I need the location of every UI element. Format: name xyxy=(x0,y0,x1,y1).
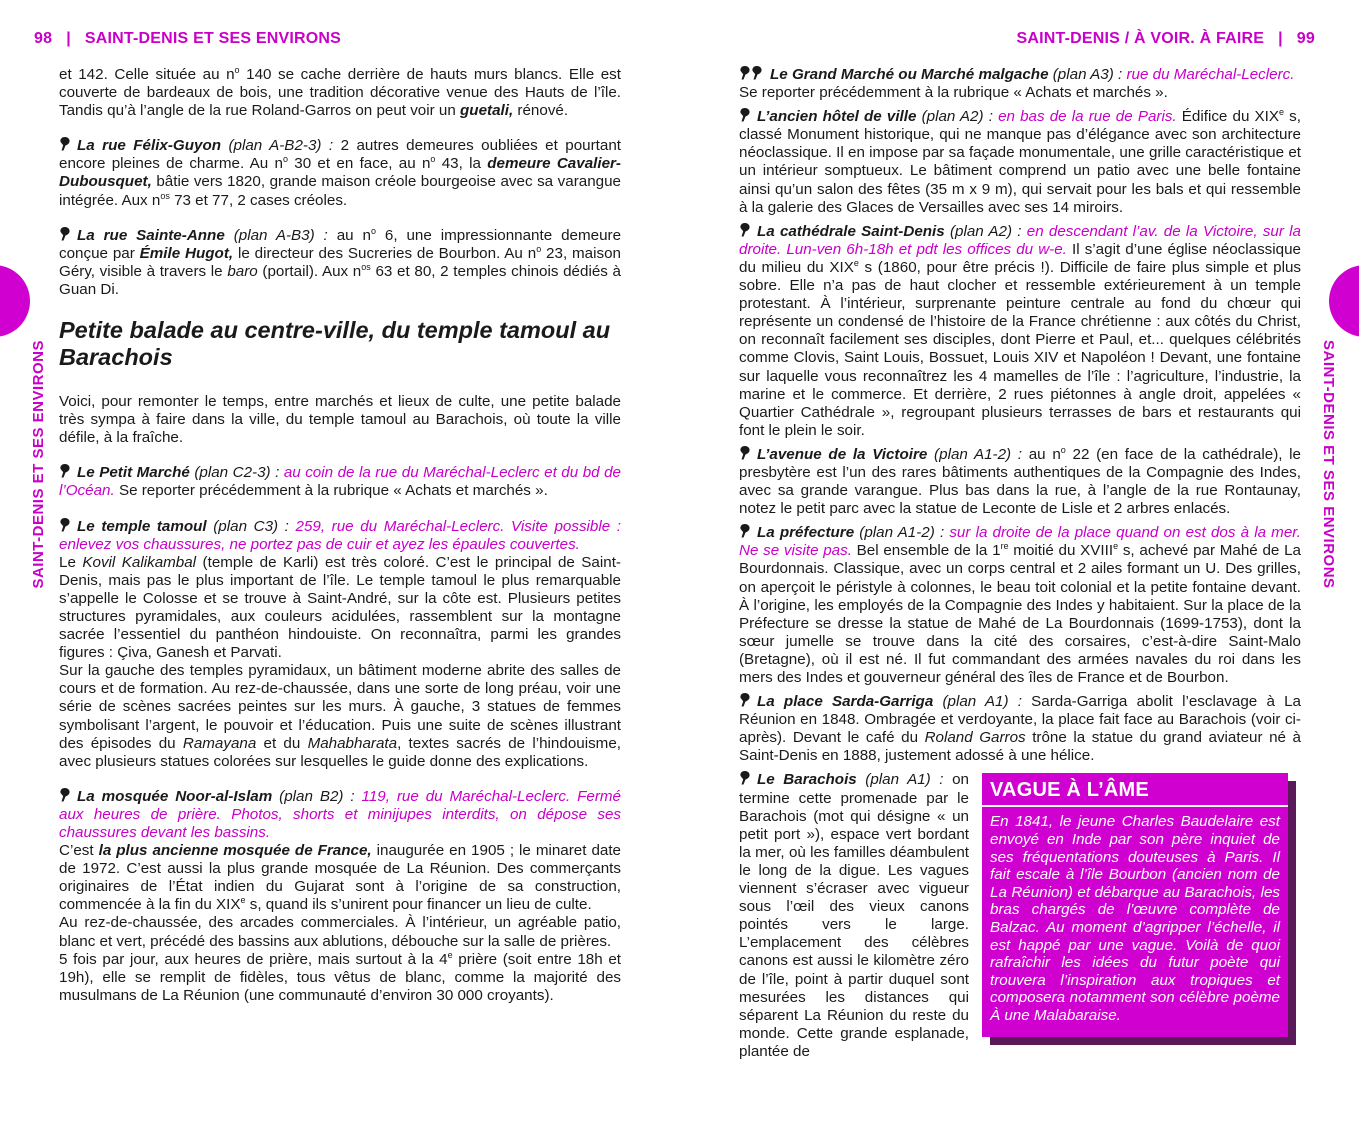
pin-icon xyxy=(59,464,72,478)
right-running-title: SAINT-DENIS / À VOIR. À FAIRE xyxy=(1016,30,1265,47)
entry-felix-guyon: La rue Félix-Guyon (plan A-B2-3) : 2 autres demeures oubliées et pourtant encore pleines de charme. Au $n^o$ 30 et en face, au $n^o$ 43, la demeure Cavalier-Dubousquet, bâtie vers 1820, grande maison créole bourgeoise avec sa varangue intégrée. Aux $n^{os}$ 73 et 77, 2 cases créoles. xyxy=(59,137,621,209)
paragraph: 5 fois par jour, aux heures de prière, mais surtout à la 4e prière (soit entre 18h et 19h), elle se remplit de fidèles, tous vêtus de blanc, comme la majorité des musulmans de La Réunion (une communauté d’environ 30 000 croyants). xyxy=(59,949,621,1004)
right-page-number: 99 xyxy=(1296,30,1315,47)
section-intro: Voici, pour remonter le temps, entre marchés et lieux de culte, une petite balade très sympa à faire dans la ville, du temple tamoul au Barachois, où toute la ville défile, à la fraîche. xyxy=(59,393,621,447)
pin-icon xyxy=(59,518,72,532)
section-heading: Petite balade au centre-ville, du temple tamoul au Barachois xyxy=(59,317,611,371)
pin-icon xyxy=(59,137,72,151)
pin-icon xyxy=(739,446,752,460)
right-thumb-tab xyxy=(1329,265,1359,337)
right-side-label: SAINT-DENIS ET SES ENVIRONS xyxy=(1320,340,1337,589)
entry-avenue-victoire: L’avenue de la Victoire (plan A1-2) : au $n^o$ 22 (en face de la cathédrale), le presbytère est l’un des rares bâtiments authentiques de la Compagnie des Indes, avec sa grande varangue. Plus bas dans la rue, à l’angle de la rue Rontaunay, notez le petit parc avec la statue de Leconte de Lisle et 2 arbres enlacés. xyxy=(739,444,1301,518)
left-page-header xyxy=(34,30,341,48)
paragraph: et 142. Celle située au $n^o$ 140 se cache derrière de hauts murs blancs. Elle est couverte de bardeaux de bois, une tradition décorative venue des Hauts de l’île. Tandis qu’à l’angle de la rue Roland-Garros on peut voir un guetali, rénové. xyxy=(59,65,621,120)
left-thumb-tab xyxy=(0,265,30,337)
double-pin-icon xyxy=(739,66,765,80)
boxout-title: VAGUE À L’ÂME xyxy=(982,779,1288,807)
paragraph: C’est la plus ancienne mosquée de France, inaugurée en 1905 ; le minaret date de 1972. C’est aussi la plus grande mosquée de La Réunion. Des commerçants originaires de l’État indien du Gujarat sont à l’origine de sa construction, commencée à la fin du XIXe s, quand ils s’unirent pour financer un lieu de culte. xyxy=(59,842,621,914)
boxout-text: En 1841, le jeune Charles Baudelaire est envoyé en Inde par son père inquiet de ses fréquentations douteuses à Paris. Il fait escale à l’île Bourbon (ancien nom de La Réunion) et débarque au Barachois, les bras chargés de l’œuvre complète de Balzac. Au moment d’agripper l’échelle, il est happé par une vague. Voilà de quoi rafraîchir les idées du futur poète qui trouvera l’inspiration aux tropiques et composera notamment son célèbre poème À une Malabaraise. xyxy=(990,813,1280,1024)
entry-sainte-anne: La rue Sainte-Anne (plan A-B3) : au $n^o$ 6, une impressionnante demeure conçue par Émile Hugot, le directeur des Sucreries de Bourbon. Au $n^o$ 23, maison Géry, visible à travers le baro (portail). Aux $n^{os}$ 63 et 80, 2 temples chinois dédiés à Guan Di. xyxy=(59,225,622,298)
header-separator: | xyxy=(1278,30,1283,47)
entry-temple-tamoul: Le temple tamoul (plan C3) : 259, rue du Maréchal-Leclerc. Visite possible : enlevez vos chaussures, ne portez pas de cuir et ayez les épaules couvertes. xyxy=(59,517,621,553)
pin-icon xyxy=(739,108,752,122)
left-side-label: SAINT-DENIS ET SES ENVIRONS xyxy=(30,340,47,589)
paragraph: Le Kovil Kalikambal (temple de Karli) est très coloré. C’est le principal de Saint-Denis, mais pas le plus important de l’île. Le temple tamoul le plus remarquable s’appelle le Colosse et se trouve à Saint-André, sur la côte est. Plusieurs petites structures pyramidales, aux couleurs acidulées, rassemblent sur la montagne sacrée l’essentiel du panthéon hindouiste. On reconnaîtra, parmi les grandes figures : Çiva, Ganesh et Parvati. xyxy=(59,553,621,662)
pin-icon xyxy=(739,223,752,237)
pin-icon xyxy=(739,524,752,538)
pin-icon xyxy=(59,788,72,802)
right-page-header xyxy=(1017,30,1316,48)
entry-barachois: Le Barachois (plan A1) : on termine cette promenade par le Barachois (mot qui désigne « un petit port »), espace vert bordant la mer, où les familles déambulent le long de la digue. Les vagues viennent s’écraser avec vigueur sous l’œil des vieux canons pointés vers le large. L’emplacement des célèbres canons est aussi le kilomètre zéro de l’île, point à partir duquel sont mesurées les distances qui séparent La Réunion du reste du monde. Cette grande esplanade, plantée de xyxy=(739,771,969,1060)
boxout-vague-a-l-ame xyxy=(982,773,1288,1037)
left-page-body xyxy=(59,66,621,1005)
entry-mosquee: La mosquée Noor-al-Islam (plan B2) : 119, rue du Maréchal-Leclerc. Fermé aux heures de prière. Photos, shorts et minijupes interdits, on dépose ses chaussures devant les bassins. xyxy=(59,787,621,841)
paragraph: Se reporter précédemment à la rubrique « Achats et marchés ». xyxy=(739,84,1168,102)
entry-prefecture: La préfecture (plan A1-2) : sur la droite de la place quand on est dos à la mer. Ne se visite pas. Bel ensemble de la 1re moitié du XVIIIe s, achevé par Mahé de La Bourdonnais. Classique, avec un corps central et 2 ailes formant un U. Des grilles, on aperçoit le péristyle à colonnes, le beau toit colonial et la petite fontaine devant. À l’origine, les employés de la Compagnie des Indes y habitaient. Sur la place de la Préfecture se dresse la statue de Mahé de La Bourdonnais (1699-1753), dont la sœur jumelle se trouve dans la cité des corsaires, c’est-à-dire Saint-Malo (Bretagne), où il est né. Il fut commandant des armées navales du roi dans les mers des Indes et gouverneur général des îles de France et de Bourbon. xyxy=(739,524,1301,686)
entry-grand-marche: Le Grand Marché ou Marché malgache (plan A3) : rue du Maréchal-Leclerc. xyxy=(739,66,1301,84)
entry-hotel-de-ville: L’ancien hôtel de ville (plan A2) : en bas de la rue de Paris. Édifice du XIXe s, classé Monument historique, qui ne manque pas d’élégance avec son architecture néoclassique. Il en impose par sa façade monumentale, une grille caractéristique et un intérieur somptueux. Le bâtiment comprend un patio avec une belle fontaine ainsi qu’un salon des fêtes (35 m x 9 m), qui servait pour les bals et qui ressemble à la galerie des Glaces de Versailles avec ses 14 miroirs. xyxy=(739,107,1301,216)
pin-icon xyxy=(739,771,752,785)
barachois-section xyxy=(739,771,1301,1061)
right-page-body xyxy=(739,66,1301,1061)
pin-icon xyxy=(59,227,72,241)
pin-icon xyxy=(739,693,752,707)
paragraph: Sur la gauche des temples pyramidaux, un bâtiment moderne abrite des salles de cours et de formation. Au rez-de-chaussée, dans une sorte de long préau, voir une série de scènes sacrées peintes sur les murs. À gauche, 3 statues de femmes symbolisant l’argent, le pouvoir et l’éducation. Puis une suite de scènes illustrant des épisodes du Ramayana et du Mahabharata, textes sacrés de l’hindouisme, avec plusieurs statues colorées sur lesquelles le guide donne des explications. xyxy=(59,662,621,770)
entry-place-sarda-garriga: La place Sarda-Garriga (plan A1) : Sarda-Garriga abolit l’esclavage à La Réunion en 1848. Ombragée et verdoyante, la place fait face au Barachois (voir ci-après). Devant le café du Roland Garros trône la statue du grand aviateur né à Saint-Denis en 1888, justement adossé à une hélice. xyxy=(739,693,1301,765)
entry-cathedrale: La cathédrale Saint-Denis (plan A2) : en descendant l’av. de la Victoire, sur la droite. Lun-ven 6h-18h et pdt les offices du w-e. Il s’agit d’une église néoclassique du milieu du XIXe s (1860, pour être précis !). Difficile de faire plus simple et plus sobre. Elle n’a pas de haut clocher et ressemble extérieurement à un temple protestant. À l’intérieur, surprenante peinture centrale au fond du chœur qui représente un condensé de l’histoire de la France chrétienne : aux côtés du Christ, on reconnaît facilement ses disciples, dont Pierre et Paul, et... quelques célébrités comme Clovis, Saint Louis, Bossuet, Louis XIV et Napoléon ! Devant, une fontaine sur laquelle vous reconnaîtrez les 4 mamelles de l’île : l’agriculture, l’industrie, la marine et le commerce. Et derrière, 2 rues piétonnes à angle droit, appelées « Quartier Cathédrale », regroupant plusieurs terrasses de bars et restaurants qui font le plein le soir. xyxy=(739,222,1301,439)
paragraph: Au rez-de-chaussée, des arcades commerciales. À l’intérieur, un agréable patio, blanc et vert, précédé des bassins aux ablutions, débouche sur la salle de prières. xyxy=(59,914,621,950)
header-separator: | xyxy=(66,30,71,47)
left-page-number: 98 xyxy=(34,30,53,47)
left-running-title: SAINT-DENIS ET SES ENVIRONS xyxy=(84,30,342,47)
entry-petit-marche: Le Petit Marché (plan C2-3) : au coin de la rue du Maréchal-Leclerc et du bd de l’Océan. Se reporter précédemment à la rubrique « Achats et marchés ». xyxy=(59,464,621,500)
